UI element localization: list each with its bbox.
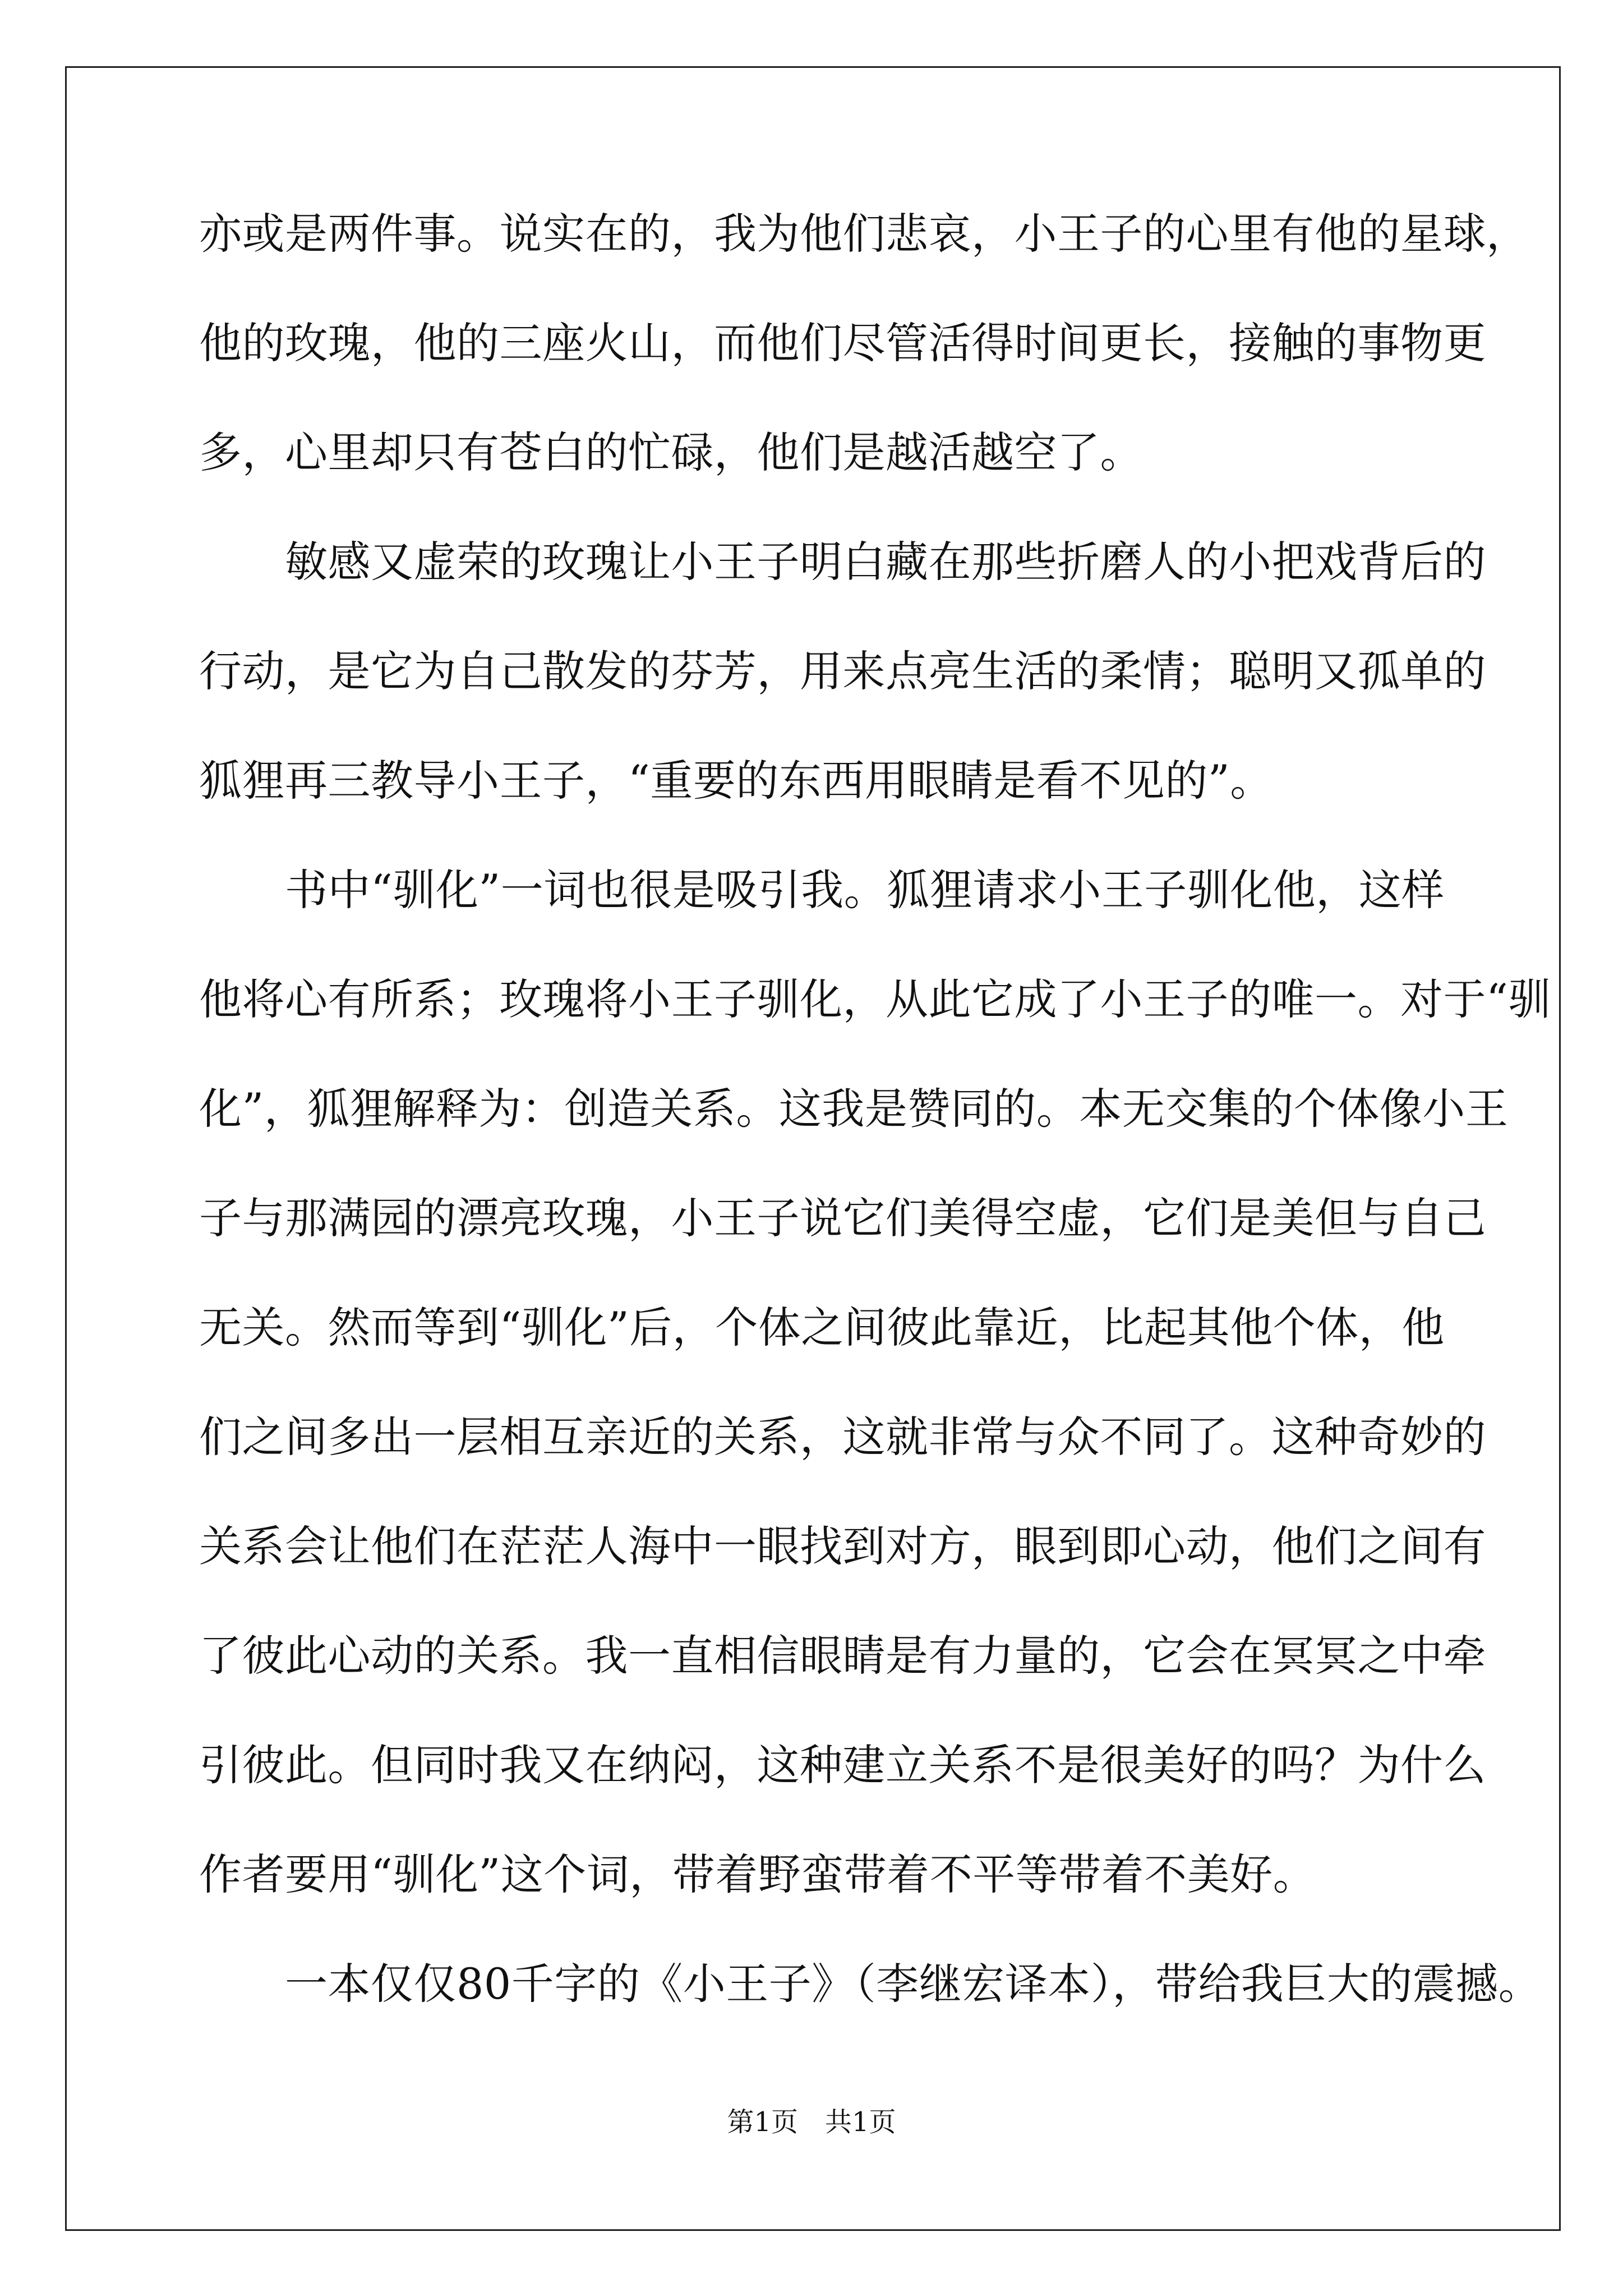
text-line: 狐狸再三教导小王子，“重要的东西用眼睛是看不见的”。 xyxy=(199,756,1273,806)
text-line: 子与那满园的漂亮玫瑰，小王子说它们美得空虚，它们是美但与自己 xyxy=(199,1193,1486,1243)
text-line: 化”，狐狸解释为：创造关系。这我是赞同的。本无交集的个体像小王 xyxy=(199,1084,1509,1134)
paragraph-start-line: 一本仅仅80千字的《小王子》（李继宏译本），带给我巨大的震撼。 xyxy=(285,1959,1542,2009)
page-number-footer: 第1页 共1页 xyxy=(727,2106,896,2138)
text-line: 他的玫瑰，他的三座火山，而他们尽管活得时间更长，接触的事物更 xyxy=(199,318,1486,368)
text-line: 行动，是它为自己散发的芬芳，用来点亮生活的柔情；聪明又孤单的 xyxy=(199,646,1486,696)
text-line: 无关。然而等到“驯化”后，个体之间彼此靠近，比起其他个体，他 xyxy=(199,1303,1445,1352)
paragraph-start-line: 敏感又虚荣的玫瑰让小王子明白藏在那些折磨人的小把戏背后的 xyxy=(285,537,1486,587)
text-line: 作者要用“驯化”这个词，带着野蛮带着不平等带着不美好。 xyxy=(199,1849,1316,1899)
text-line: 关系会让他们在茫茫人海中一眼找到对方，眼到即心动，他们之间有 xyxy=(199,1521,1486,1571)
text-line: 他将心有所系；玫瑰将小王子驯化，从此它成了小王子的唯一。对于“驯 xyxy=(199,974,1551,1024)
text-line: 了彼此心动的关系。我一直相信眼睛是有力量的，它会在冥冥之中牵 xyxy=(199,1631,1486,1681)
text-line: 引彼此。但同时我又在纳闷，这种建立关系不是很美好的吗？为什么 xyxy=(199,1740,1486,1790)
text-line: 们之间多出一层相互亲近的关系，这就非常与众不同了。这种奇妙的 xyxy=(199,1412,1486,1462)
text-line: 亦或是两件事。说实在的，我为他们悲哀，小王子的心里有他的星球， xyxy=(199,209,1529,259)
document-body xyxy=(199,205,1551,2064)
text-line: 多，心里却只有苍白的忙碌，他们是越活越空了。 xyxy=(199,427,1143,477)
paragraph-start-line: 书中“驯化”一词也很是吸引我。狐狸请求小王子驯化他，这样 xyxy=(285,865,1445,915)
